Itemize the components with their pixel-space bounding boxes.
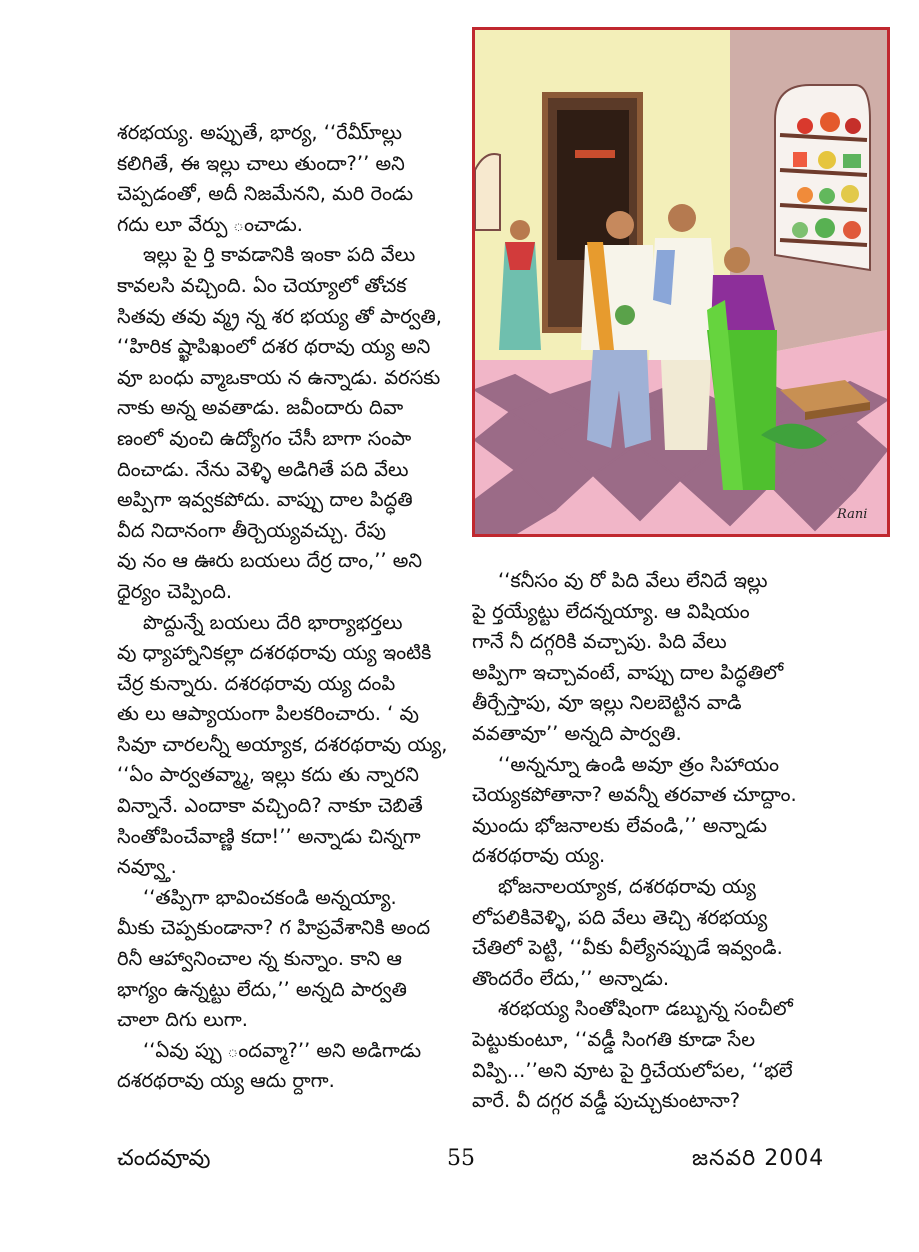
text-line: చెయ్యకపోతానా? అవన్నీ తరవాత చూద్దాం. <box>472 783 797 807</box>
text-line: రినీ ఆహ్వానించాల న్న కున్నాం. కాని ఆ <box>117 947 402 971</box>
text-line: దశరథరావు య్య. <box>472 844 606 868</box>
text-line: ‘‘కనీసం వు రో పిది వేలు లేనిదే ఇల్లు <box>498 569 768 592</box>
text-line: కావలసి వచ్చింది. ఏం చెయ్యాలో తోచక <box>117 273 407 297</box>
text-line: ‘‘హిరిక ష్ఖాపిఖంలో దశర థరావు య్య అని <box>117 335 431 359</box>
text-line: చాలా దిగు లుగా. <box>117 1008 248 1032</box>
text-line: సితవు తవు వ్మ్ర న్న శర భయ్య తో పార్వతి, <box>117 304 443 328</box>
text-line: గదు లూ వేర్పు ంచాడు. <box>117 212 303 236</box>
text-line: పెట్టుకుంటూ, ‘‘వడ్డీ సింగతి కూడా సేల <box>472 1027 756 1051</box>
text-line: చేర్ర కున్నారు. దశరథరావు య్య దంపి <box>117 671 396 695</box>
left-niche <box>475 154 500 230</box>
text-line: అప్పిగా ఇచ్చావంటే, వాప్పు దాల పిద్ధతిలో <box>472 660 784 684</box>
text-line: భోజనాలయ్యాక, దశరథరావు య్య <box>498 874 756 898</box>
story-illustration <box>472 27 890 537</box>
text-line: సివూ చారలన్నీ అయ్యాక, దశరథరావు య్య, <box>117 732 448 756</box>
text-line: లోపలికివెళ్ళి, పది వేలు తెచ్చి శరభయ్య <box>472 905 768 929</box>
text-line: ఇల్లు పై ర్తి కావడానికి ఇంకా పది వేలు <box>143 243 416 267</box>
text-line: ‘‘తప్పిగా భావించకండి అన్నయ్యా. <box>143 885 397 909</box>
text-line: ధైర్యం చెప్పింది. <box>117 579 233 603</box>
text-line: శరభయ్య సింతోషింగా డబ్బున్న సంచీలో <box>498 997 793 1021</box>
text-line: మీకు చెప్పకుండానా? గ హిప్రవేశానికి అంద <box>117 916 431 940</box>
page-number: 55 <box>447 1146 475 1171</box>
text-line: వవతావూ’’ అన్నది పార్వతి. <box>472 721 682 745</box>
text-line: వుుందు భోజనాలకు లేవండి,’’ అన్నాడు <box>472 813 768 837</box>
text-line: ణంలో వుంచి ఉద్యోగం చేసీ బాగా సంపా <box>117 426 412 450</box>
text-line: పై ర్తయ్యేట్టు లేదన్నయ్యా. ఆ విషియం <box>472 599 750 623</box>
text-line: ‘‘అన్నన్నూ ఉండి అవూ త్రం సిహాయం <box>498 752 779 776</box>
text-line: వీద నిదానంగా తీర్చెయ్యవచ్చు. రేపు <box>117 518 386 542</box>
text-line: వు నం ఆ ఊరు బయలు దేర్ర దాం,’’ అని <box>117 549 423 573</box>
text-line: గానే నీ దగ్గరికి వచ్చాపు. పిది వేలు <box>472 630 727 654</box>
text-line: అప్పిగా ఇవ్వకపోదు. వాప్పు దాల పిద్ధతి <box>117 488 413 512</box>
artist-signature: Rani <box>837 507 868 522</box>
text-line: తు లు ఆప్యాయంగా పిలకరించారు. ‘ వు <box>117 702 419 726</box>
text-line: ‘‘ఏవు ప్పు ందవ్మా?’’ అని అడిగాడు <box>143 1038 422 1062</box>
text-line: చేతిలో పెట్టి, ‘‘వీకు వీల్యేనప్పుడే ఇవ్వండి. <box>472 936 783 960</box>
text-line: నవ్వ్తూ. <box>117 855 177 879</box>
text-line: వారే. వీ దగ్గర వడ్డీ పుచ్చుకుంటానా? <box>472 1089 741 1113</box>
text-line: ‘‘ఏం పార్వతవ్మ్మా, ఇల్లు కదు తు న్నారని <box>117 763 419 787</box>
text-line: భాగ్యం ఉన్నట్టు లేదు,’’ అన్నది పార్వతి <box>117 977 407 1001</box>
text-line: చెప్పడంతో, అదీ నిజమేనని, మరి రెండు <box>117 182 414 206</box>
article-left-column <box>117 118 455 1097</box>
text-line: కలిగితే, ఈ ఇల్లు చాలు తుందా?’’ అని <box>117 151 405 175</box>
text-line: పొద్దున్నే బయలు దేరి భార్యాభర్తలు <box>143 610 403 634</box>
text-line: శరభయ్య. అప్పుతే, భార్య, ‘‘రేమీ్ూల్లు <box>117 121 402 144</box>
magazine-name: చందవూవు <box>117 1146 211 1171</box>
text-line: విన్నానే. ఎందాకా వచ్చింది? నాకూ చెబితే <box>117 794 423 818</box>
text-line: విప్పి...’’అని వూట పై ర్తిచేయలోపల, ‘‘భలే <box>472 1058 793 1082</box>
text-line: దశరథరావు య్య ఆదు ర్దాగా. <box>117 1069 335 1093</box>
text-line: సింతోపించేవాణ్ణి కదా!’’ అన్నాడు చిన్నగా <box>117 824 421 848</box>
article-right-column <box>472 566 812 1117</box>
text-line: వూ బంధు వ్మాఒకాయ న ఉన్నాడు. వరసకు <box>117 365 441 389</box>
issue-date: జనవరి 2004 <box>692 1146 825 1171</box>
text-line: తీర్చేస్తాపు, వూ ఇల్లు నిలబెట్టిన వాడి <box>472 691 742 715</box>
text-line: దించాడు. నేను వెళ్ళి అడిగితే పది వేలు <box>117 457 409 481</box>
text-line: తొందరేం లేదు,’’ అన్నాడు. <box>472 966 670 990</box>
text-line: నాకు అన్న అవతాడు. జవీందారు దివా <box>117 396 404 420</box>
text-line: వు ధ్యాహ్నానికల్లా దశరథరావు య్య ఇంటికి <box>117 641 432 665</box>
